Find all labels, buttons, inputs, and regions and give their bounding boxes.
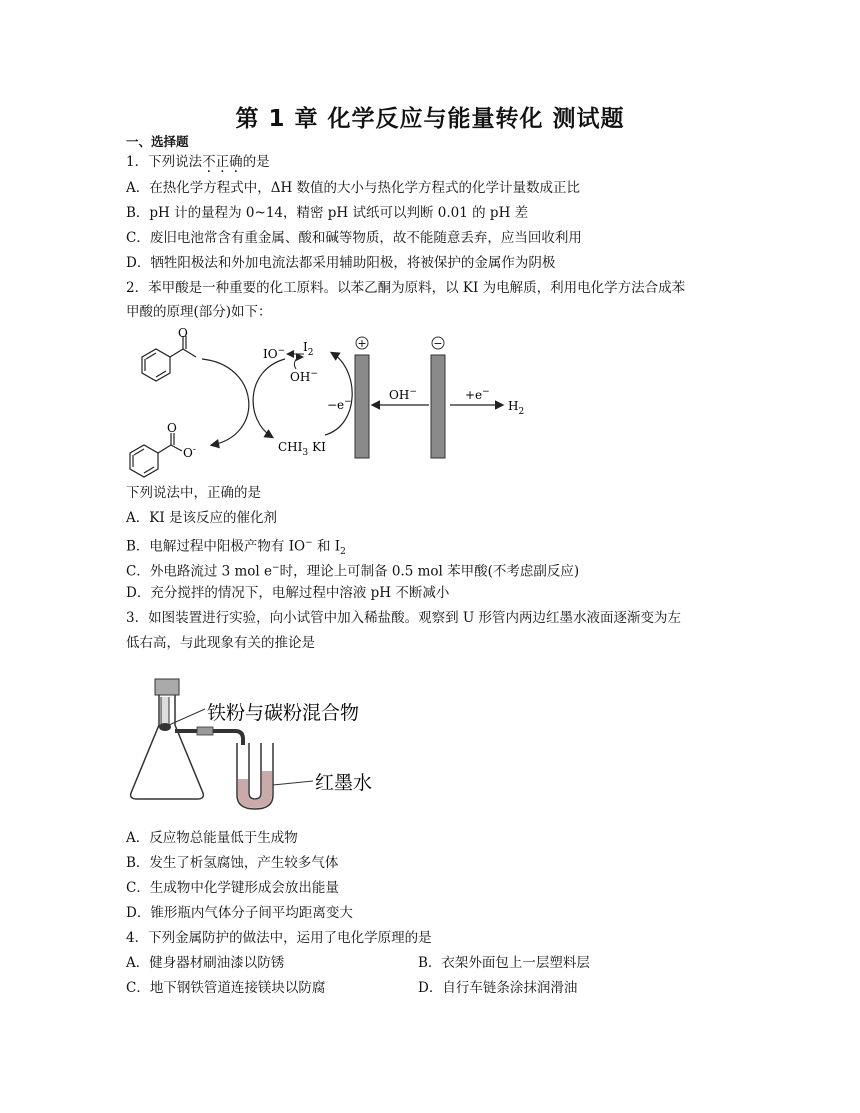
iron-carbon-mixture: [159, 723, 171, 731]
q1-option-c: C．废旧电池常含有重金属、酸和碱等物质，故不能随意丢弃，应当回收利用: [126, 230, 582, 246]
i2-label: $I_2$: [303, 340, 314, 358]
q1-stem-prefix: 1．下列说法: [126, 154, 203, 170]
q4-option-a: A．健身器材刷油漆以防锈: [126, 955, 285, 971]
q2-option-b: B．电解过程中阳极产物有 IO− 和 $I_2$: [126, 538, 346, 558]
right-cycle-arc-right: [325, 353, 352, 435]
oh-small-arrow: [294, 357, 302, 369]
u-tube-apparatus: [125, 675, 405, 810]
q3-stem-line2: 低右高，与此现象有关的推论是: [126, 635, 315, 651]
io-label: IO−: [263, 346, 286, 361]
q4-stem: 4．下列金属防护的做法中，运用了电化学原理的是: [126, 930, 432, 946]
minus-e-label: −e−: [327, 397, 352, 412]
q1-option-d: D．牺牲阳极法和外加电流法都采用辅助阳极，将被保护的金属作为阴极: [126, 255, 556, 271]
benzoate-structure: [130, 433, 182, 477]
mixture-label: 铁粉与碳粉混合物: [207, 702, 360, 724]
q3-option-d: D．锥形瓶内气体分子间平均距离变大: [126, 905, 353, 921]
q1-stem-emphasis: 不正确: [202, 154, 243, 170]
red-ink: [238, 771, 272, 808]
carbonyl-o-label: O: [178, 326, 188, 340]
cathode-sign-label: −: [433, 337, 443, 350]
q3-stem-line1: 3．如图装置进行实验，向小试管中加入稀盐酸。观察到 U 形管内两边红墨水液面逐渐变为左: [126, 610, 682, 626]
left-cycle-arc: [202, 359, 249, 445]
q3-option-b: B．发生了析氢腐蚀，产生较多气体: [126, 855, 339, 871]
cathode-electrode: [431, 355, 445, 458]
q1-stem: [126, 153, 270, 171]
electrolysis-diagram: [120, 325, 540, 480]
q4-option-c: C．地下钢铁管道连接镁块以防腐: [126, 980, 326, 996]
ink-pointer: [273, 781, 313, 785]
right-cycle-arc-top: [253, 359, 285, 437]
anode-electrode: [355, 355, 369, 458]
q2-option-c: C．外电路流过 3 mol e−时，理论上可制备 0.5 mol 苯甲酸(不考虑副反应): [126, 563, 580, 580]
plus-e-label: +e−: [465, 387, 490, 402]
h2-label: $H_2$: [508, 399, 525, 417]
q2-option-a: A．KI 是该反应的催化剂: [126, 510, 277, 526]
q1-option-a: A．在热化学方程式中，ΔH 数值的大小与热化学方程式的化学计量数成正比: [126, 180, 581, 196]
q1-option-b: B．pH 计的量程为 0~14，精密 pH 试纸可以判断 0.01 的 pH 差: [126, 205, 529, 221]
section-heading: 一、选择题: [126, 134, 189, 149]
q2-stem-line1: 2．苯甲酸是一种重要的化工原料。以苯乙酮为原料，以 KI 为电解质，利用电化学方法合成苯: [126, 280, 686, 296]
anode-sign-label: +: [357, 337, 367, 350]
acetophenone-structure: [142, 336, 196, 381]
oh-migration-label: OH−: [389, 387, 417, 402]
q4-option-b: B．衣架外面包上一层塑料层: [418, 955, 590, 971]
ink-label: 红墨水: [315, 772, 373, 794]
rubber-joint: [197, 727, 213, 735]
q2-prompt: 下列说法中，正确的是: [126, 485, 261, 501]
q3-option-a: A．反应物总能量低于生成物: [126, 830, 298, 846]
stopper: [155, 679, 179, 695]
q1-stem-suffix: 的是: [242, 154, 270, 170]
benzoate-o-label: O: [167, 421, 177, 435]
q2-option-d: D．充分搅拌的情况下，电解过程中溶液 pH 不断减小: [126, 585, 450, 601]
q3-option-c: C．生成物中化学键形成会放出能量: [126, 880, 339, 896]
benzoate-o-minus-label: O-: [183, 445, 196, 460]
q2-stem-line2: 甲酸的原理(部分)如下：: [126, 304, 272, 320]
q4-option-d: D．自行车链条涂抹润滑油: [418, 980, 578, 996]
page-title: 第 1 章 化学反应与能量转化 测试题: [235, 106, 625, 132]
chi3-label: $CHI_3$ KI: [278, 440, 326, 458]
oh-label: OH−: [290, 369, 318, 384]
